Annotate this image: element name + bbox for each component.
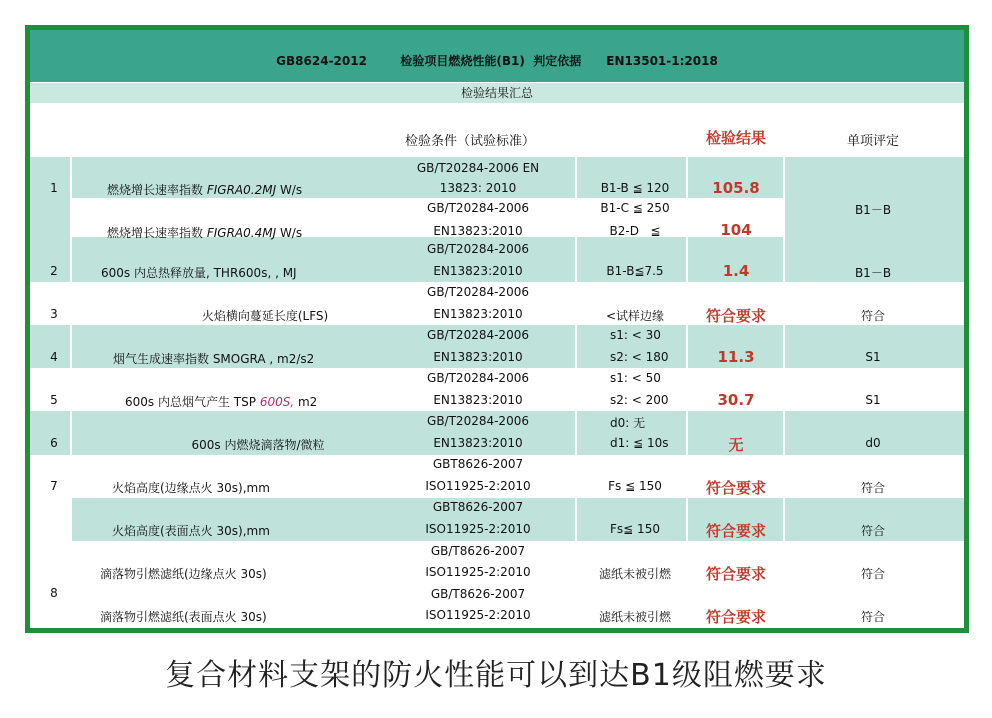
column-header-condition: 检验条件（试验标准） — [404, 134, 536, 149]
grid-line — [575, 105, 577, 628]
rating-value: B1－B — [854, 203, 892, 217]
row-number: 8 — [50, 586, 58, 600]
test-condition: GB/T20284-2006 — [427, 201, 529, 215]
criterion: d1: ≦ 10s — [610, 436, 669, 450]
row-number: 1 — [50, 181, 58, 195]
test-condition: ISO11925-2:2010 — [425, 565, 531, 579]
test-condition: ISO11925-2:2010 — [425, 608, 531, 622]
rating-value: 符合 — [860, 567, 886, 581]
row-number: 4 — [50, 350, 58, 364]
item-name: 滴落物引燃滤纸(表面点火 30s) — [100, 610, 267, 624]
caption: 复合材料支架的防火性能可以到达B1级阻燃要求 — [165, 658, 827, 693]
criterion: s2: < 180 — [610, 350, 669, 364]
column-header-result: 检验结果 — [705, 129, 767, 147]
test-condition: GB/T20284-2006 — [427, 242, 529, 256]
test-condition: GB/T20284-2006 EN — [416, 161, 540, 175]
rating-value: S1 — [865, 393, 881, 407]
item-name: 燃烧增长速率指数 FIGRA0.2MJ W/s — [107, 183, 303, 197]
summary-row — [30, 83, 964, 103]
rating-value: S1 — [865, 350, 881, 364]
basis-standard: EN13501-1:2018 — [606, 54, 718, 68]
result-value: 11.3 — [717, 348, 755, 366]
test-condition: GB/T8626-2007 — [430, 544, 526, 558]
result-value: 30.7 — [717, 391, 755, 409]
test-condition: GBT8626-2007 — [432, 457, 524, 471]
grid-line — [783, 105, 785, 628]
test-condition: GBT8626-2007 — [432, 500, 524, 514]
report-table-frame — [25, 25, 969, 633]
result-value: 105.8 — [712, 179, 760, 197]
criterion: 滤纸未被引燃 — [598, 610, 672, 624]
basis-label: 判定依据 — [533, 54, 582, 68]
test-condition: GB/T20284-2006 — [427, 285, 529, 299]
result-value: 符合要求 — [705, 565, 767, 583]
criterion: <试样边缘 — [605, 309, 665, 323]
criterion: s2: < 200 — [610, 393, 669, 407]
test-condition: GB/T8626-2007 — [430, 587, 526, 601]
criterion: 滤纸未被引燃 — [598, 567, 672, 581]
item-name: 600s 内总热释放量, THR600s, , MJ — [101, 266, 297, 280]
row-number: 3 — [50, 307, 58, 321]
rating-value: d0 — [865, 436, 881, 450]
criterion: B1-C ≦ 250 — [600, 201, 670, 215]
test-condition: ISO11925-2:2010 — [425, 479, 531, 493]
criterion: Fs≦ 150 — [610, 522, 660, 536]
rating-value: 符合 — [860, 481, 886, 495]
test-condition: 13823: 2010 — [439, 181, 517, 195]
test-condition: EN13823:2010 — [433, 350, 523, 364]
test-condition: EN13823:2010 — [433, 264, 523, 278]
result-value: 符合要求 — [705, 307, 767, 325]
criterion: Fs ≦ 150 — [608, 479, 662, 493]
criterion: d0: 无 — [610, 416, 646, 430]
rating-value: B1－B — [854, 266, 892, 280]
result-value: 104 — [720, 221, 752, 239]
table-title-row — [30, 30, 964, 82]
criterion: B2-D ≦ — [609, 224, 661, 238]
rating-value: 符合 — [860, 610, 886, 624]
item-name: 火焰高度(表面点火 30s),mm — [112, 524, 270, 538]
test-condition: GB/T20284-2006 — [427, 414, 529, 428]
criterion: s1: < 30 — [610, 328, 661, 342]
grid-line — [70, 105, 72, 628]
test-condition: GB/T20284-2006 — [427, 328, 529, 342]
rating-value: 符合 — [860, 309, 886, 323]
test-condition: GB/T20284-2006 — [427, 371, 529, 385]
item-name: 火焰高度(边缘点火 30s),mm — [112, 481, 270, 495]
item-name: 滴落物引燃滤纸(边缘点火 30s) — [100, 567, 267, 581]
result-value: 符合要求 — [705, 522, 767, 540]
row-number: 2 — [50, 264, 58, 278]
test-condition: EN13823:2010 — [433, 436, 523, 450]
item-name: 烟气生成速率指数 SMOGRA , m2/s2 — [113, 352, 315, 366]
result-value: 符合要求 — [705, 479, 767, 497]
result-value: 符合要求 — [705, 608, 767, 626]
table-title: 检验项目燃烧性能(B1) — [400, 54, 525, 68]
item-name: 600s 内总烟气产生 TSP 600S, m2 — [125, 395, 318, 409]
test-condition: EN13823:2010 — [433, 307, 523, 321]
item-name: 火焰横向蔓延长度(LFS) — [201, 309, 329, 323]
test-condition: ISO11925-2:2010 — [425, 522, 531, 536]
result-value: 无 — [728, 436, 744, 454]
row-number: 6 — [50, 436, 58, 450]
rating-value: 符合 — [860, 524, 886, 538]
grid-line — [686, 105, 688, 628]
row-number: 7 — [50, 479, 58, 493]
test-condition: EN13823:2010 — [433, 224, 523, 238]
criterion: B1-B≦7.5 — [606, 264, 664, 278]
result-value: 1.4 — [722, 262, 750, 280]
standard-code: GB8624-2012 — [276, 54, 367, 68]
summary-label: 检验结果汇总 — [460, 86, 533, 100]
criterion: B1-B ≦ 120 — [600, 181, 670, 195]
item-name: 燃烧增长速率指数 FIGRA0.4MJ W/s — [107, 226, 303, 240]
criterion: s1: < 50 — [610, 371, 661, 385]
test-condition: EN13823:2010 — [433, 393, 523, 407]
item-name: 600s 内燃烧滴落物/微粒 — [191, 438, 325, 452]
row-number: 5 — [50, 393, 58, 407]
column-header-rating: 单项评定 — [846, 134, 900, 149]
